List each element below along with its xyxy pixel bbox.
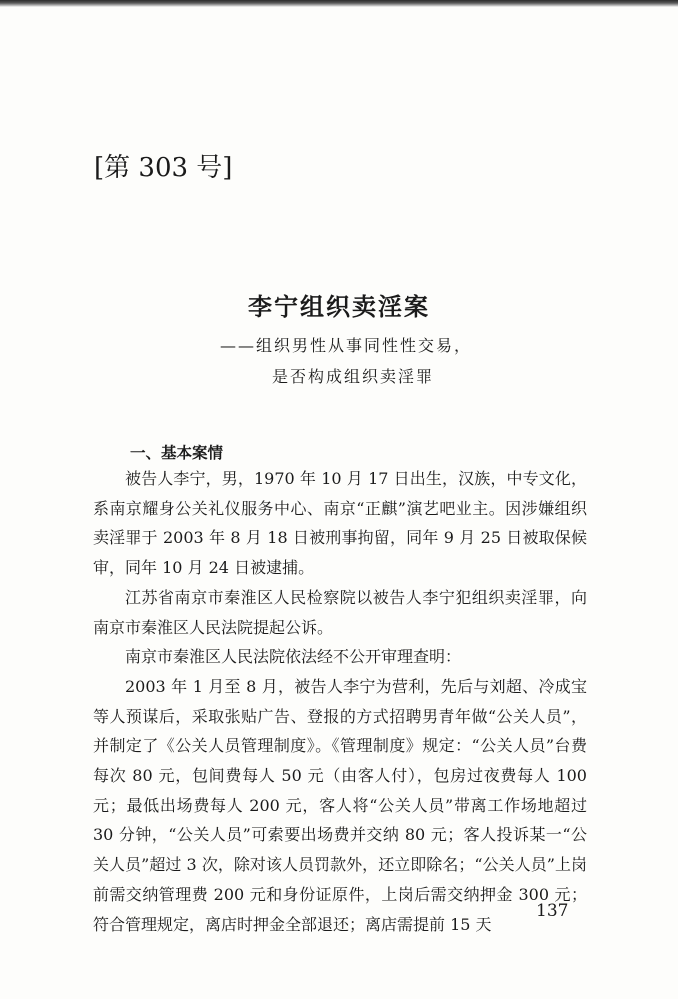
paragraph-facts: 2003 年 1 月至 8 月，被告人李宁为营利，先后与刘超、冷成宝等人预谋后，采取张贴广告、登报的方式招聘男青年做“公关人员”，并制定了《公关人员管理制度》。《管理制度》规定：“公关人员”台费每次 80 元，包间费每人 50 元（由客人付），包房过夜费每人 100 元；最低出场费每人 200 元，客人将“公关人员”带离工作场地超过 30 分钟，“公关人员”可索要出场费并交纳 80 元；客人投诉某一“公关人员”超过 3 次，除对该人员罚款外，还立即除名；“公关人员”上岗前需交纳管理费 200 元和身份证原件，上岗后需交纳押金 300 元；符合管理规定，离店时押金全部退还；离店需提前 15 天	[93, 676, 587, 934]
case-title: 李宁组织卖淫案	[248, 292, 430, 321]
paragraph-defendant-info: 被告人李宁，男，1970 年 10 月 17 日出生，汉族，中专文化，系南京耀身公关礼仪服务中心、南京“正麒”演艺吧业主。因涉嫌组织卖淫罪于 2003 年 8 月 18 日被刑事拘留，同年 9 月 25 日被取保候审，同年 10 月 24 日被逮捕。	[93, 469, 587, 578]
body-text	[93, 464, 587, 939]
subtitle-line-2: 是否构成组织卖淫罪	[272, 367, 435, 386]
subtitle-line-1: ——组织男性从事同性性交易，	[220, 336, 473, 355]
section-heading: 一、基本案情	[130, 444, 224, 462]
case-number: [第 303 号]	[94, 153, 233, 183]
paragraph-prosecution: 江苏省南京市秦淮区人民检察院以被告人李宁犯组织卖淫罪，向南京市秦淮区人民法院提起公诉。	[93, 587, 587, 637]
scan-top-edge	[0, 0, 678, 7]
page-number: 137	[536, 901, 569, 921]
paragraph-court-finding: 南京市秦淮区人民法院依法经不公开审理查明：	[125, 647, 462, 667]
